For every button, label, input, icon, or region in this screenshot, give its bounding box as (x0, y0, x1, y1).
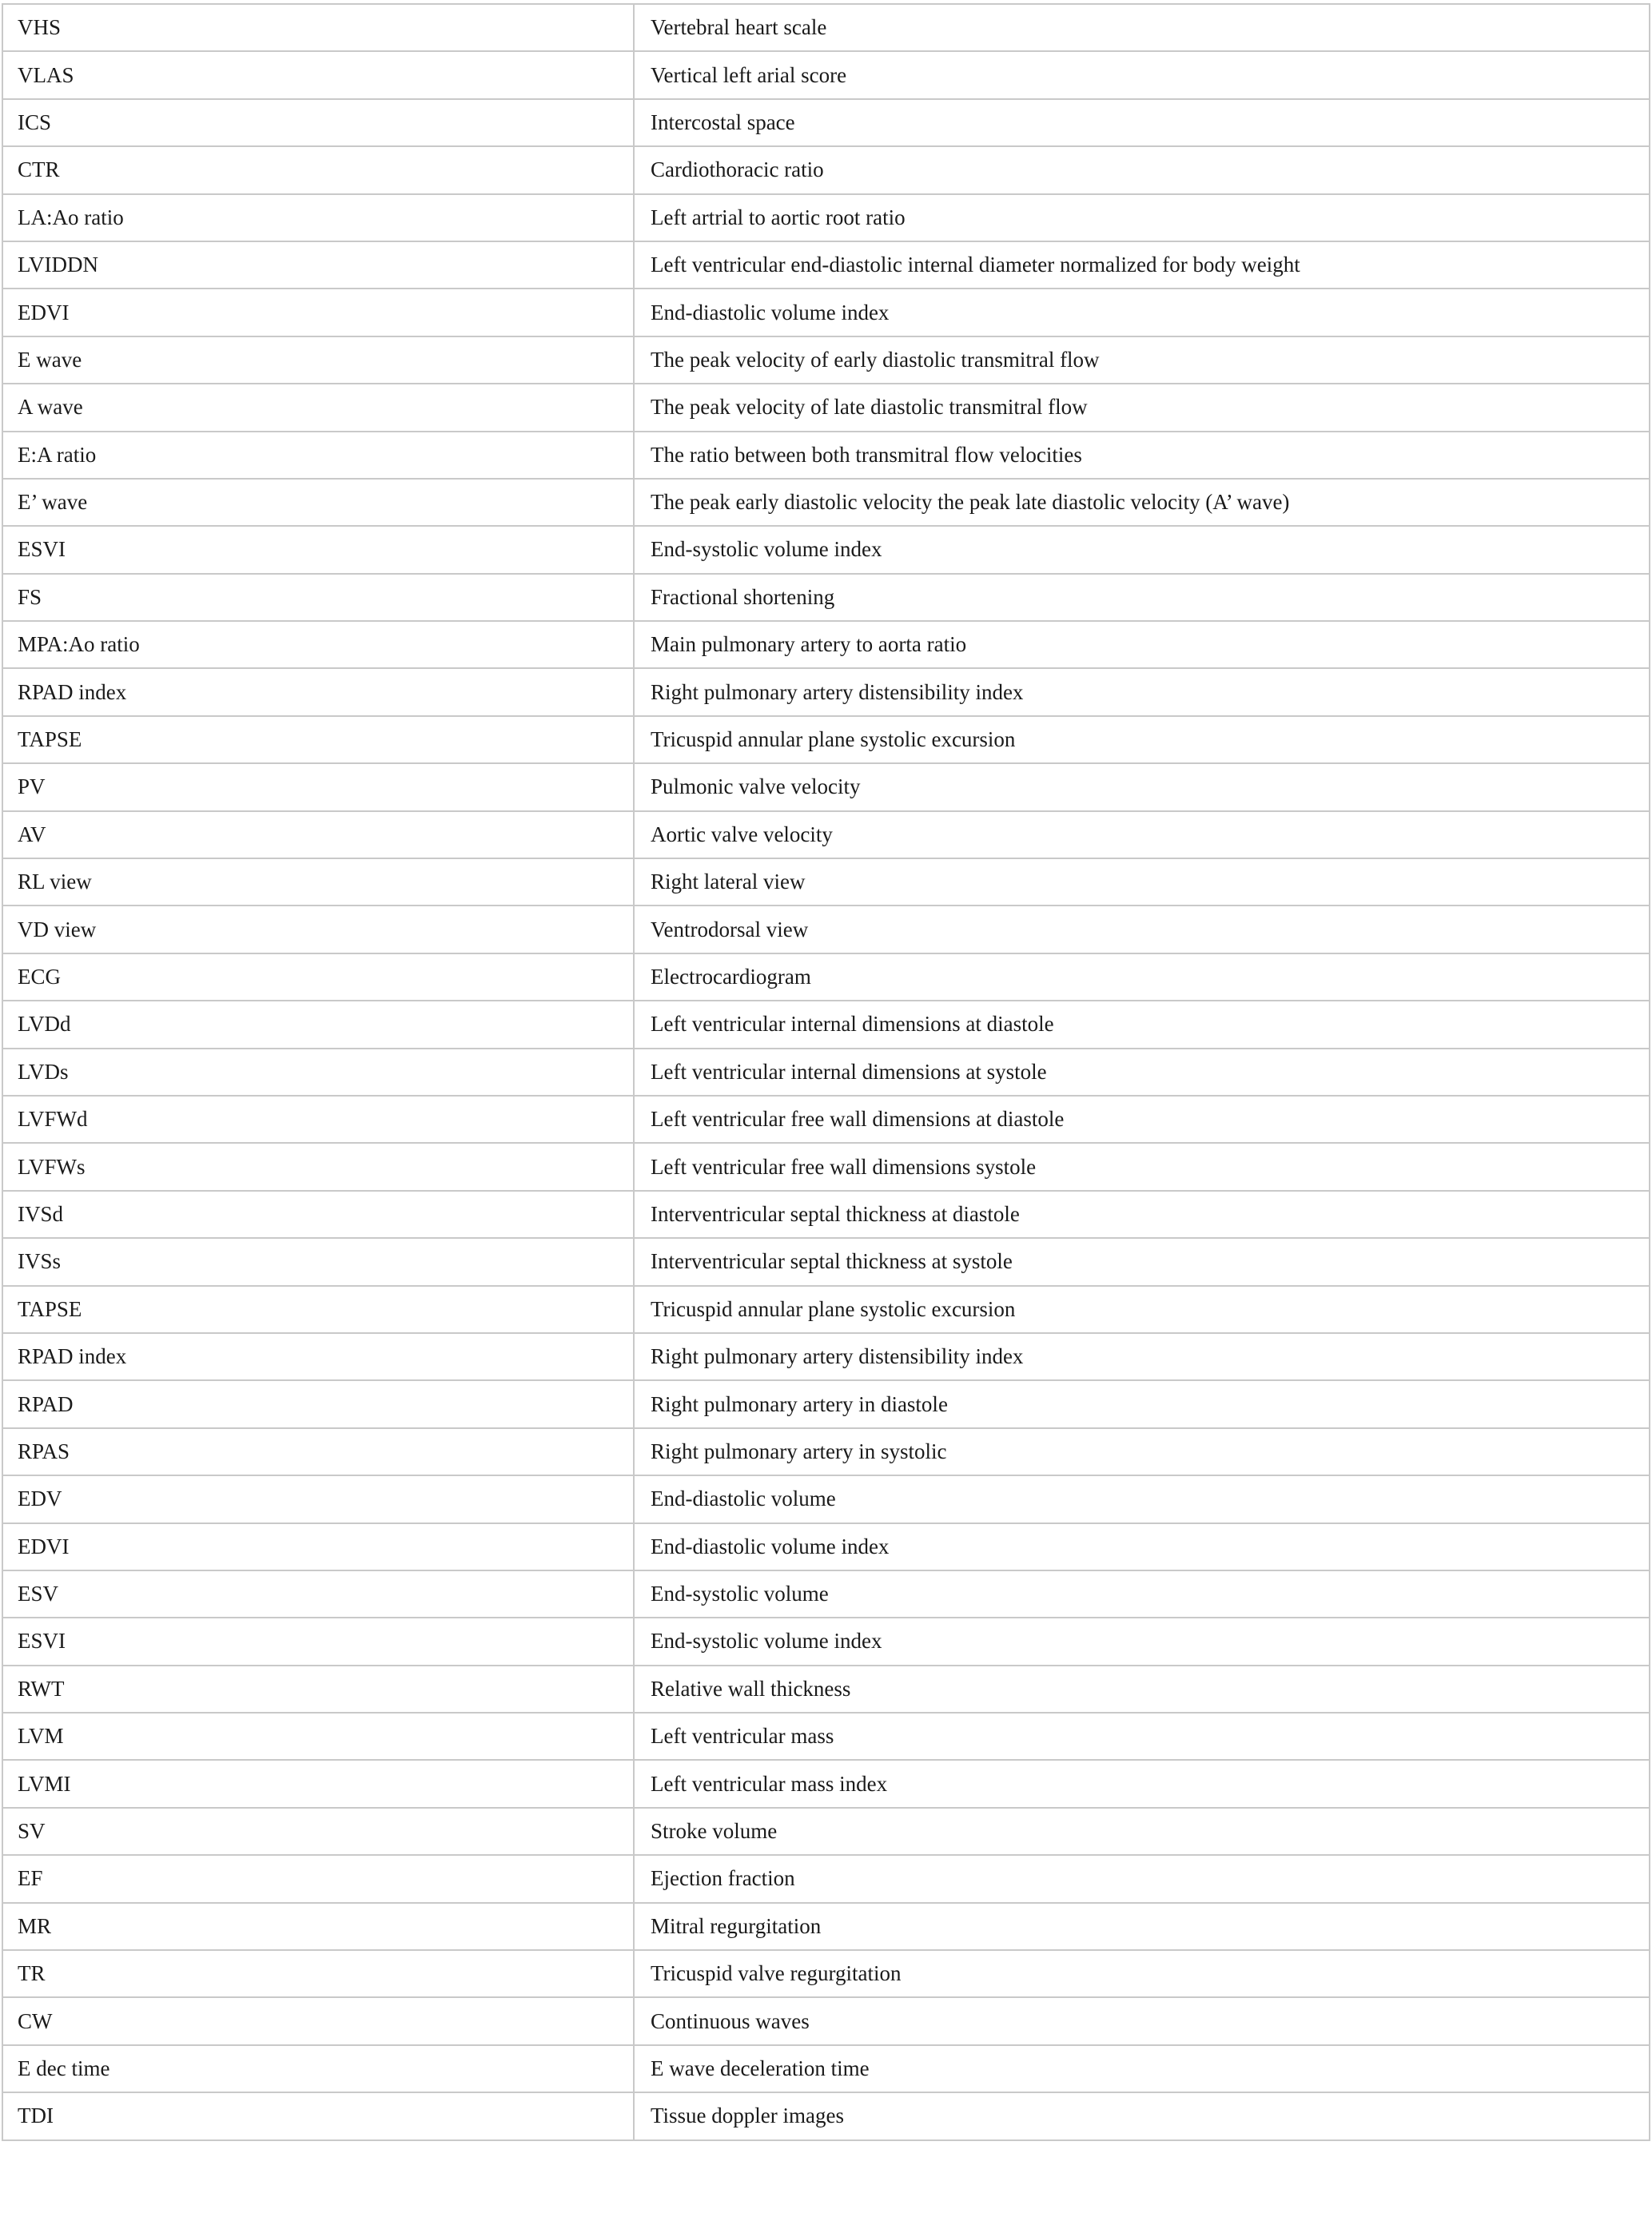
abbreviation-cell: FS (2, 574, 634, 621)
abbreviation-cell: EDVI (2, 1523, 634, 1570)
table-row (2, 2045, 1650, 2092)
abbreviation-cell: TAPSE (2, 1286, 634, 1333)
table-row (2, 2092, 1650, 2139)
abbreviation-cell: VLAS (2, 51, 634, 98)
table-row (2, 51, 1650, 98)
definition-cell: Tissue doppler images (634, 2092, 1650, 2139)
definition-cell: Left ventricular mass (634, 1713, 1650, 1760)
definition-cell: The ratio between both transmitral flow velocities (634, 432, 1650, 479)
abbreviation-cell: E dec time (2, 2045, 634, 2092)
abbreviation-cell: E wave (2, 336, 634, 384)
table-row (2, 668, 1650, 715)
table-row (2, 1286, 1650, 1333)
definition-cell: Right pulmonary artery in systolic (634, 1428, 1650, 1475)
table-row (2, 1950, 1650, 1997)
table-row (2, 1428, 1650, 1475)
definition-cell: Tricuspid annular plane systolic excursion (634, 1286, 1650, 1333)
definition-cell: Mitral regurgitation (634, 1903, 1650, 1950)
abbreviation-cell: ESV (2, 1570, 634, 1618)
table-row (2, 1760, 1650, 1807)
abbreviation-cell: ICS (2, 99, 634, 146)
definition-cell: Stroke volume (634, 1808, 1650, 1855)
table-row (2, 1380, 1650, 1427)
table-row (2, 146, 1650, 193)
table-row (2, 1808, 1650, 1855)
definition-cell: End-systolic volume index (634, 1618, 1650, 1665)
abbreviation-cell: E’ wave (2, 479, 634, 526)
definition-cell: Continuous waves (634, 1997, 1650, 2044)
abbreviation-cell: PV (2, 763, 634, 810)
definition-cell: Aortic valve velocity (634, 811, 1650, 858)
definition-cell: Left ventricular free wall dimensions systole (634, 1143, 1650, 1190)
definition-cell: End-diastolic volume index (634, 289, 1650, 336)
table-row (2, 1570, 1650, 1618)
table-row (2, 241, 1650, 289)
abbreviation-cell: LVMI (2, 1760, 634, 1807)
definition-cell: Left artrial to aortic root ratio (634, 194, 1650, 241)
table-row (2, 4, 1650, 51)
abbreviation-cell: IVSd (2, 1191, 634, 1238)
definition-cell: Vertical left arial score (634, 51, 1650, 98)
table-row (2, 194, 1650, 241)
table-row (2, 621, 1650, 668)
abbreviation-cell: ESVI (2, 526, 634, 573)
definition-cell: Main pulmonary artery to aorta ratio (634, 621, 1650, 668)
definition-cell: Tricuspid valve regurgitation (634, 1950, 1650, 1997)
abbreviation-cell: RPAD index (2, 668, 634, 715)
definition-cell: Vertebral heart scale (634, 4, 1650, 51)
abbreviation-cell: LVFWd (2, 1096, 634, 1143)
abbreviation-cell: LVFWs (2, 1143, 634, 1190)
abbreviation-cell: RPAS (2, 1428, 634, 1475)
definition-cell: Relative wall thickness (634, 1666, 1650, 1713)
table-row (2, 953, 1650, 1001)
abbreviation-cell: VD view (2, 906, 634, 953)
definition-cell: Intercostal space (634, 99, 1650, 146)
definition-cell: E wave deceleration time (634, 2045, 1650, 2092)
definition-cell: End-systolic volume index (634, 526, 1650, 573)
abbreviation-cell: EDV (2, 1475, 634, 1522)
table-row (2, 858, 1650, 906)
definition-cell: Interventricular septal thickness at diastole (634, 1191, 1650, 1238)
abbreviation-cell: TAPSE (2, 716, 634, 763)
table-row (2, 1001, 1650, 1048)
abbreviation-cell: LA:Ao ratio (2, 194, 634, 241)
abbreviation-cell: TDI (2, 2092, 634, 2139)
abbreviations-table (2, 3, 1650, 2141)
abbreviation-cell: CW (2, 1997, 634, 2044)
definition-cell: Fractional shortening (634, 574, 1650, 621)
definition-cell: The peak velocity of late diastolic transmitral flow (634, 384, 1650, 431)
table-row (2, 1333, 1650, 1380)
definition-cell: Cardiothoracic ratio (634, 146, 1650, 193)
abbreviation-cell: CTR (2, 146, 634, 193)
abbreviation-cell: LVDs (2, 1049, 634, 1096)
abbreviation-cell: RWT (2, 1666, 634, 1713)
abbreviation-cell: A wave (2, 384, 634, 431)
definition-cell: Electrocardiogram (634, 953, 1650, 1001)
table-row (2, 1855, 1650, 1902)
abbreviation-cell: ESVI (2, 1618, 634, 1665)
table-row (2, 1523, 1650, 1570)
abbreviation-cell: RL view (2, 858, 634, 906)
table-row (2, 1143, 1650, 1190)
definition-cell: Right pulmonary artery distensibility index (634, 668, 1650, 715)
abbreviation-cell: RPAD (2, 1380, 634, 1427)
abbreviation-cell: EF (2, 1855, 634, 1902)
definition-cell: The peak velocity of early diastolic transmitral flow (634, 336, 1650, 384)
definition-cell: Left ventricular internal dimensions at diastole (634, 1001, 1650, 1048)
table-row (2, 574, 1650, 621)
abbreviation-cell: LVIDDN (2, 241, 634, 289)
table-row (2, 1049, 1650, 1096)
abbreviation-cell: E:A ratio (2, 432, 634, 479)
abbreviation-cell: RPAD index (2, 1333, 634, 1380)
definition-cell: Ventrodorsal view (634, 906, 1650, 953)
abbreviation-cell: LVDd (2, 1001, 634, 1048)
abbreviation-cell: MPA:Ao ratio (2, 621, 634, 668)
definition-cell: Pulmonic valve velocity (634, 763, 1650, 810)
table-row (2, 763, 1650, 810)
definition-cell: Left ventricular free wall dimensions at diastole (634, 1096, 1650, 1143)
table-row (2, 289, 1650, 336)
table-row (2, 479, 1650, 526)
table-row (2, 432, 1650, 479)
abbreviation-cell: AV (2, 811, 634, 858)
table-row (2, 1666, 1650, 1713)
table-row (2, 1903, 1650, 1950)
abbreviation-cell: EDVI (2, 289, 634, 336)
definition-cell: End-systolic volume (634, 1570, 1650, 1618)
definition-cell: Ejection fraction (634, 1855, 1650, 1902)
table-row (2, 1997, 1650, 2044)
definition-cell: End-diastolic volume (634, 1475, 1650, 1522)
definition-cell: The peak early diastolic velocity the peak late diastolic velocity (A’ wave) (634, 479, 1650, 526)
abbreviation-cell: LVM (2, 1713, 634, 1760)
definition-cell: Left ventricular mass index (634, 1760, 1650, 1807)
abbreviation-cell: TR (2, 1950, 634, 1997)
abbreviation-cell: MR (2, 1903, 634, 1950)
abbreviations-table-body (2, 4, 1650, 2140)
abbreviation-cell: VHS (2, 4, 634, 51)
definition-cell: Left ventricular internal dimensions at systole (634, 1049, 1650, 1096)
definition-cell: Right lateral view (634, 858, 1650, 906)
table-row (2, 1713, 1650, 1760)
abbreviation-cell: SV (2, 1808, 634, 1855)
definition-cell: Interventricular septal thickness at systole (634, 1238, 1650, 1285)
definition-cell: Tricuspid annular plane systolic excursion (634, 716, 1650, 763)
table-row (2, 336, 1650, 384)
definition-cell: Right pulmonary artery distensibility index (634, 1333, 1650, 1380)
table-row (2, 1191, 1650, 1238)
table-row (2, 716, 1650, 763)
abbreviation-cell: IVSs (2, 1238, 634, 1285)
abbreviation-cell: ECG (2, 953, 634, 1001)
definition-cell: End-diastolic volume index (634, 1523, 1650, 1570)
table-row (2, 1475, 1650, 1522)
definition-cell: Left ventricular end-diastolic internal diameter normalized for body weight (634, 241, 1650, 289)
table-row (2, 99, 1650, 146)
table-row (2, 1238, 1650, 1285)
table-row (2, 1618, 1650, 1665)
table-row (2, 384, 1650, 431)
table-row (2, 906, 1650, 953)
table-row (2, 526, 1650, 573)
definition-cell: Right pulmonary artery in diastole (634, 1380, 1650, 1427)
table-row (2, 811, 1650, 858)
table-row (2, 1096, 1650, 1143)
